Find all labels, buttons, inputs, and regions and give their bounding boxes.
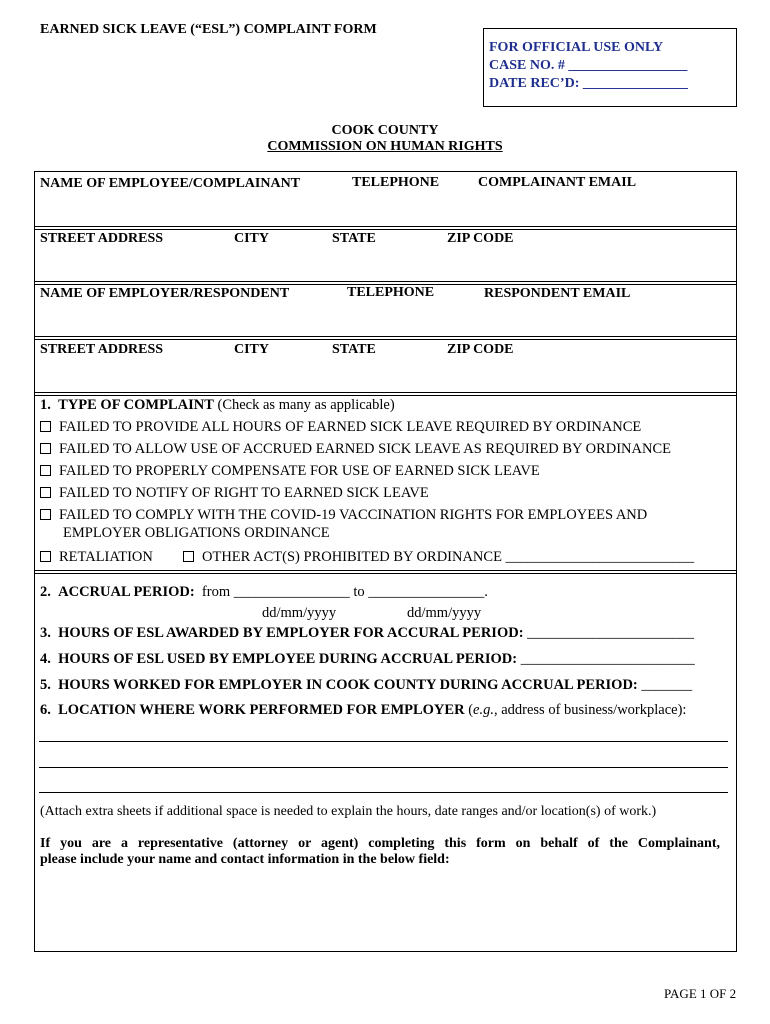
q4-label: HOURS OF ESL USED BY EMPLOYEE DURING ACCRUAL PERIOD: xyxy=(58,651,518,667)
q3-row xyxy=(40,625,694,642)
representative-instructions: If you are a representative (attorney or agent) completing this form on behalf of the Complainant, xyxy=(40,836,720,851)
divider xyxy=(34,336,736,337)
date-received-field[interactable]: DATE REC’D: _______________ xyxy=(489,76,688,91)
q5-number: 5. xyxy=(40,677,51,693)
section1-note: (Check as many as applicable) xyxy=(217,397,395,413)
q6-label: LOCATION WHERE WORK PERFORMED FOR EMPLOYER xyxy=(58,702,465,718)
q4-number: 4. xyxy=(40,651,51,667)
complainant-city-field[interactable]: CITY xyxy=(234,231,270,246)
location-line-2[interactable] xyxy=(39,767,728,768)
complainant-email-field[interactable]: COMPLAINANT EMAIL xyxy=(478,175,637,190)
checkbox[interactable] xyxy=(40,421,51,432)
official-use-heading: FOR OFFICIAL USE ONLY xyxy=(489,40,664,55)
q6-number: 6. xyxy=(40,702,51,718)
q2-number: 2. xyxy=(40,584,51,600)
case-number-field[interactable]: CASE NO. # _________________ xyxy=(489,58,688,73)
respondent-name-field[interactable]: NAME OF EMPLOYER/RESPONDENT xyxy=(40,286,290,301)
q5-row xyxy=(40,677,692,694)
option-label: OTHER ACT(S) PROHIBITED BY ORDINANCE xyxy=(202,549,502,565)
complaint-option[interactable] xyxy=(40,507,647,524)
q5-field[interactable]: _______ xyxy=(641,677,693,693)
divider xyxy=(34,281,736,282)
location-line-3[interactable] xyxy=(39,792,728,793)
accrual-period-row xyxy=(40,584,488,601)
checkbox[interactable] xyxy=(40,487,51,498)
divider xyxy=(34,573,736,574)
divider xyxy=(34,339,736,340)
option-label: FAILED TO COMPLY WITH THE COVID-19 VACCINATION RIGHTS FOR EMPLOYEES AND xyxy=(59,507,648,523)
q3-number: 3. xyxy=(40,625,51,641)
q6-paren: ( xyxy=(468,702,474,718)
divider xyxy=(34,392,736,393)
respondent-state-field[interactable]: STATE xyxy=(332,342,376,357)
option-label: FAILED TO NOTIFY OF RIGHT TO EARNED SICK LEAVE xyxy=(59,485,429,501)
option-label: RETALIATION xyxy=(59,549,153,565)
representative-instructions-2: please include your name and contact information in the below field: xyxy=(40,852,450,867)
complainant-name-field[interactable]: NAME OF EMPLOYEE/COMPLAINANT xyxy=(40,176,301,191)
agency-commission: COMMISSION ON HUMAN RIGHTS xyxy=(267,139,503,154)
agency-county: COOK COUNTY xyxy=(331,123,439,138)
checkbox[interactable] xyxy=(40,551,51,562)
q6-rest: , address of business/workplace): xyxy=(493,702,687,718)
checkbox[interactable] xyxy=(183,551,194,562)
checkbox[interactable] xyxy=(40,509,51,520)
attach-note: (Attach extra sheets if additional space is needed to explain the hours, date ranges and/or location(s) of work.) xyxy=(40,804,657,819)
q5-label: HOURS WORKED FOR EMPLOYER IN COOK COUNTY DURING ACCRUAL PERIOD: xyxy=(58,677,638,693)
section1-number: 1. xyxy=(40,397,51,413)
divider xyxy=(34,570,736,571)
respondent-city-field[interactable]: CITY xyxy=(234,342,270,357)
q4-row xyxy=(40,651,695,668)
date-format-hint: dd/mm/yyyy xyxy=(407,605,482,621)
complainant-state-field[interactable]: STATE xyxy=(332,231,376,246)
date-format-hint: dd/mm/yyyy xyxy=(262,605,337,621)
q3-label: HOURS OF ESL AWARDED BY EMPLOYER FOR ACCURAL PERIOD: xyxy=(58,625,524,641)
page-number: PAGE 1 OF 2 xyxy=(664,986,737,1001)
complainant-phone-field[interactable]: TELEPHONE xyxy=(352,175,440,190)
divider xyxy=(34,226,736,227)
q3-field[interactable]: _______________________ xyxy=(527,625,694,641)
q6-eg: e.g. xyxy=(473,702,494,718)
option-label-continued: EMPLOYER OBLIGATIONS ORDINANCE xyxy=(63,525,330,541)
q2-label: ACCRUAL PERIOD: xyxy=(58,584,195,600)
divider xyxy=(34,395,736,396)
complaint-option[interactable] xyxy=(40,419,641,436)
form-title: EARNED SICK LEAVE (“ESL”) COMPLAINT FORM xyxy=(40,22,377,37)
complainant-zip-field[interactable]: ZIP CODE xyxy=(447,231,514,246)
other-blank[interactable]: __________________________ xyxy=(505,549,695,565)
respondent-phone-field[interactable]: TELEPHONE xyxy=(347,285,435,300)
respondent-street-field[interactable]: STREET ADDRESS xyxy=(40,342,164,357)
divider xyxy=(34,229,736,230)
representative-info-field[interactable] xyxy=(36,872,734,948)
complaint-option-other[interactable] xyxy=(183,549,694,566)
accrual-period-field[interactable]: from ________________ to ________________. xyxy=(201,584,488,600)
option-label: FAILED TO PROPERLY COMPENSATE FOR USE OF EARNED SICK LEAVE xyxy=(59,463,540,479)
complaint-option[interactable] xyxy=(40,441,671,458)
complainant-street-field[interactable]: STREET ADDRESS xyxy=(40,231,164,246)
complaint-option[interactable] xyxy=(40,485,429,502)
option-label: FAILED TO PROVIDE ALL HOURS OF EARNED SICK LEAVE REQUIRED BY ORDINANCE xyxy=(59,419,642,435)
q6-row xyxy=(40,702,686,719)
respondent-zip-field[interactable]: ZIP CODE xyxy=(447,342,514,357)
option-label: FAILED TO ALLOW USE OF ACCRUED EARNED SICK LEAVE AS REQUIRED BY ORDINANCE xyxy=(59,441,671,457)
location-line-1[interactable] xyxy=(39,741,728,742)
complaint-option-retaliation[interactable] xyxy=(40,549,153,566)
complaint-option[interactable] xyxy=(40,463,540,480)
section1-title: TYPE OF COMPLAINT xyxy=(58,397,214,413)
q4-field[interactable]: ________________________ xyxy=(520,651,695,667)
checkbox[interactable] xyxy=(40,465,51,476)
respondent-email-field[interactable]: RESPONDENT EMAIL xyxy=(484,286,631,301)
checkbox[interactable] xyxy=(40,443,51,454)
section1-heading xyxy=(40,397,395,414)
